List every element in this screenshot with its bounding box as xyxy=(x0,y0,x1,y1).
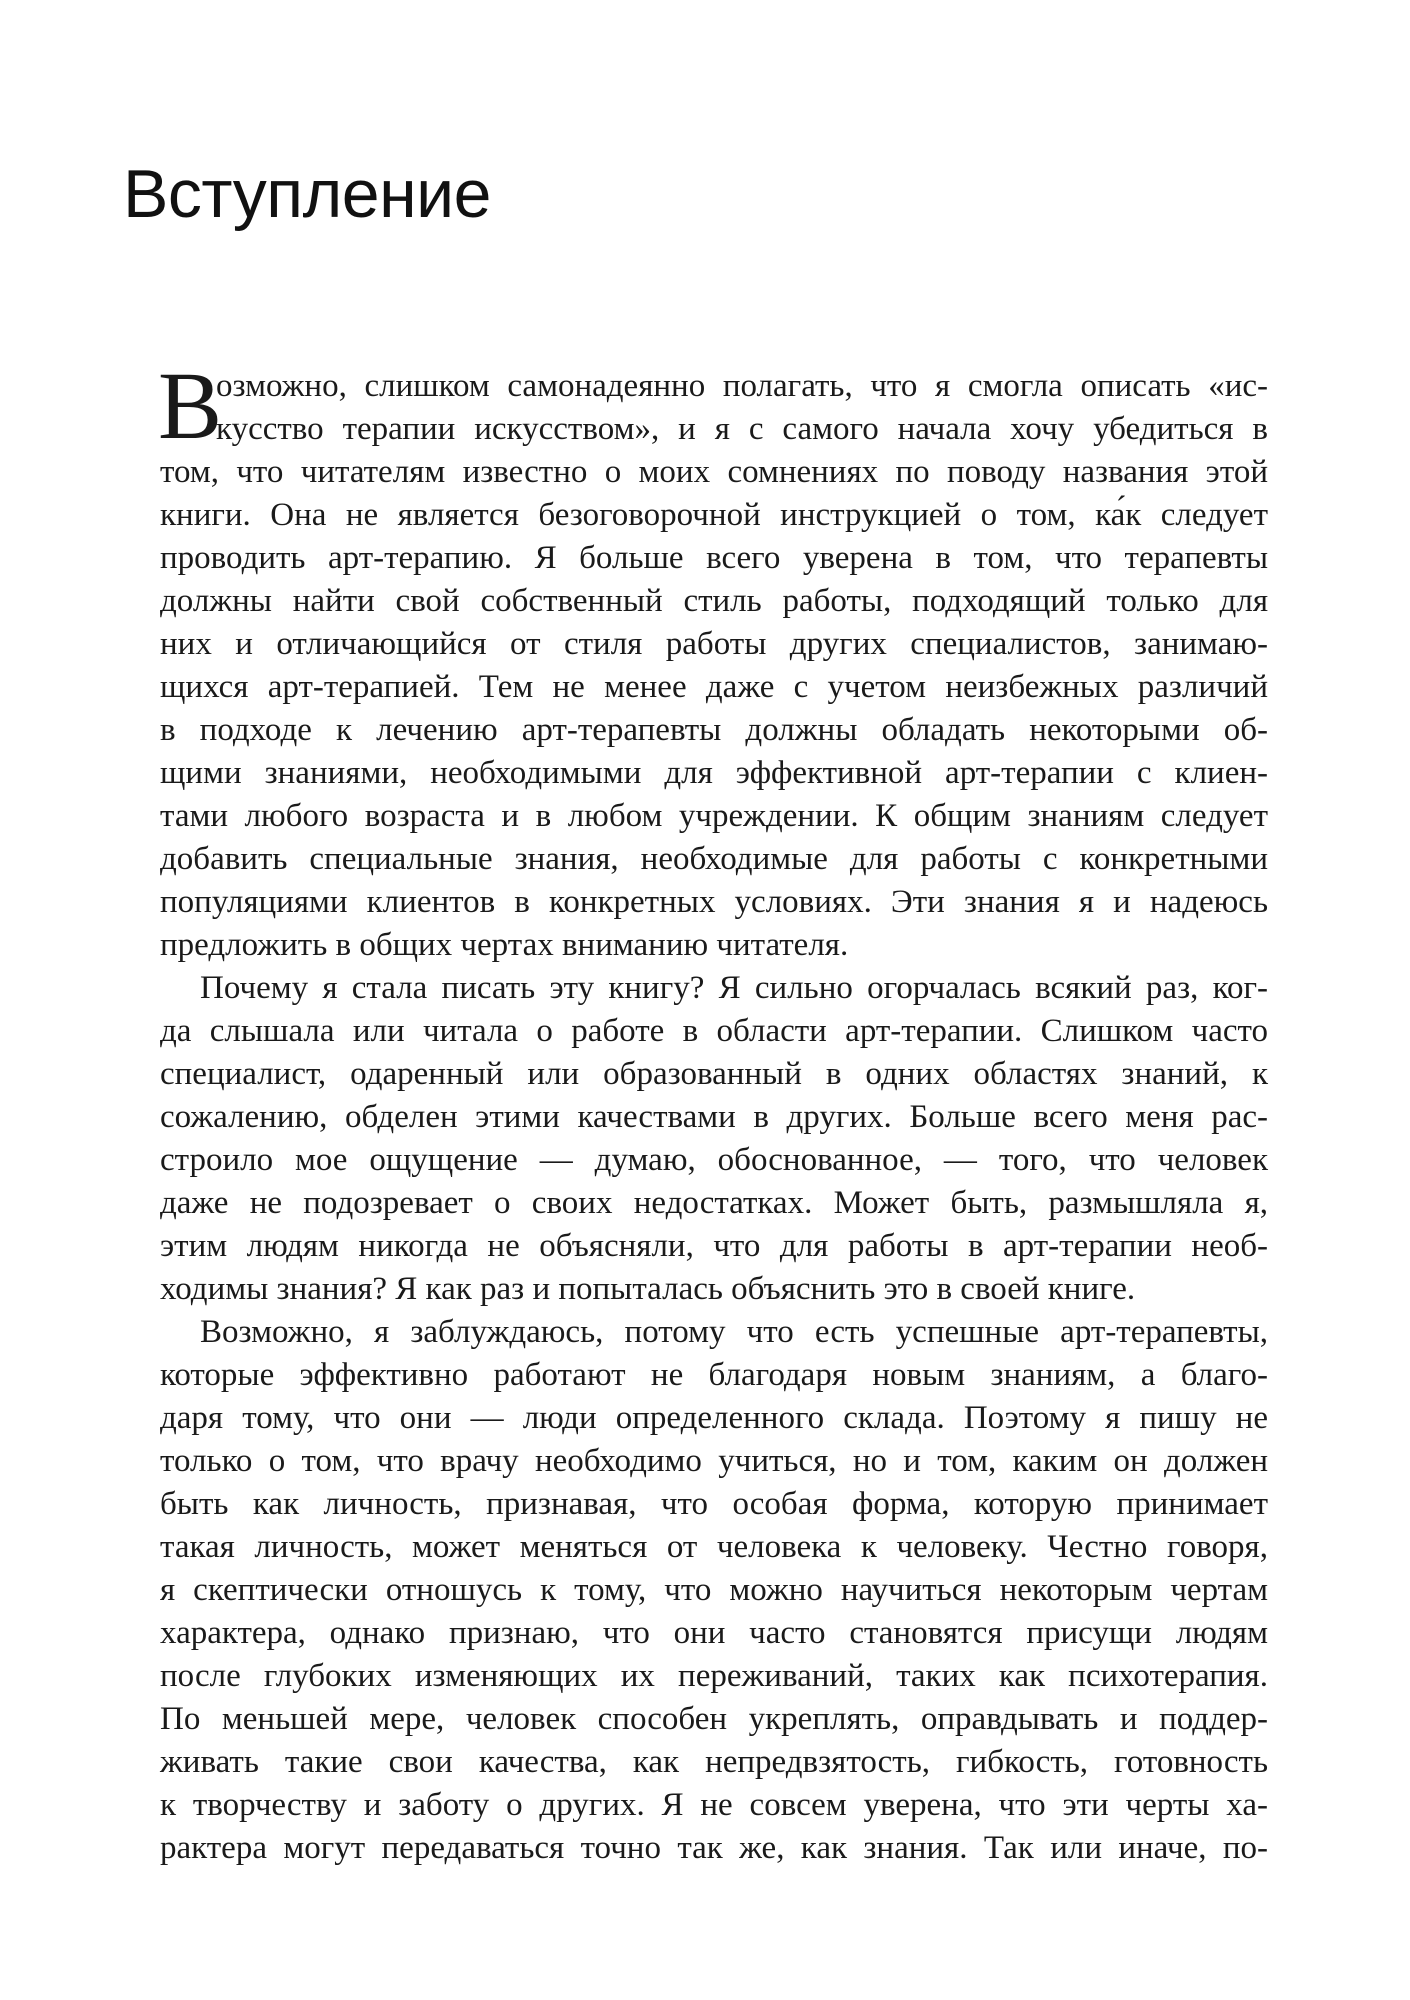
text-line: проводить арт-терапию. Я больше всего уверена в том, что терапевты xyxy=(160,540,1268,576)
text-line: популяциями клиентов в конкретных условиях. Эти знания я и надеюсь xyxy=(160,884,1268,920)
text-line: рактера могут передаваться точно так же, как знания. Так или иначе, по- xyxy=(160,1830,1268,1866)
chapter-body-text xyxy=(158,352,1268,1870)
text-line: По меньшей мере, человек способен укреплять, оправдывать и поддер- xyxy=(160,1701,1268,1737)
text-line: характера, однако признаю, что они часто становятся присущи людям xyxy=(160,1615,1268,1651)
text-line: предложить в общих чертах вниманию читателя. xyxy=(160,927,849,963)
text-line: ходимы знания? Я как раз и попыталась объяснить это в своей книге. xyxy=(160,1271,1136,1307)
text-line: даря тому, что они — люди определенного склада. Поэтому я пишу не xyxy=(160,1400,1268,1436)
text-line: после глубоких изменяющих их переживаний, таких как психотерапия. xyxy=(160,1658,1268,1694)
chapter-title: Вступление xyxy=(123,156,491,232)
text-line: живать такие свои качества, как непредвзятость, гибкость, готовность xyxy=(160,1744,1268,1780)
text-line: да слышала или читала о работе в области арт-терапии. Слишком часто xyxy=(160,1013,1268,1049)
text-line: специалист, одаренный или образованный в одних областях знаний, к xyxy=(160,1056,1268,1092)
text-line: Возможно, я заблуждаюсь, потому что есть успешные арт-терапевты, xyxy=(200,1314,1268,1350)
text-line: такая личность, может меняться от человека к человеку. Честно говоря, xyxy=(160,1529,1268,1565)
text-line: я скептически отношусь к тому, что можно научиться некоторым чертам xyxy=(160,1572,1268,1608)
text-line: том, что читателям известно о моих сомнениях по поводу названия этой xyxy=(160,454,1268,490)
text-line: даже не подозревает о своих недостатках. Может быть, размышляла я, xyxy=(160,1185,1268,1221)
text-line: тами любого возраста и в любом учреждении. К общим знаниям следует xyxy=(160,798,1268,834)
text-line: сожалению, обделен этими качествами в других. Больше всего меня рас- xyxy=(160,1099,1268,1135)
text-line: них и отличающийся от стиля работы других специалистов, занимаю- xyxy=(160,626,1268,662)
text-line: Почему я стала писать эту книгу? Я сильно огорчалась всякий раз, ког- xyxy=(200,970,1268,1006)
text-line: в подходе к лечению арт-терапевты должны обладать некоторыми об- xyxy=(160,712,1268,748)
text-line: добавить специальные знания, необходимые для работы с конкретными xyxy=(160,841,1268,877)
text-line: этим людям никогда не объясняли, что для работы в арт-терапии необ- xyxy=(160,1228,1268,1264)
text-line: В озможно, слишком самонадеянно полагать, что я смогла описать «ис- xyxy=(158,352,1268,459)
text-line: строило мое ощущение — думаю, обоснованное, — того, что человек xyxy=(160,1142,1268,1178)
text-line: щими знаниями, необходимыми для эффективной арт-терапии с клиен- xyxy=(160,755,1268,791)
text-line: должны найти свой собственный стиль работы, подходящий только для xyxy=(160,583,1268,619)
text-line: только о том, что врачу необходимо учиться, но и том, каким он должен xyxy=(160,1443,1268,1479)
text-line: быть как личность, признавая, что особая форма, которую принимает xyxy=(160,1486,1268,1522)
text-line: которые эффективно работают не благодаря новым знаниям, а благо- xyxy=(160,1357,1268,1393)
drop-cap: В xyxy=(158,352,223,459)
text-line: щихся арт-терапией. Тем не менее даже с учетом неизбежных различий xyxy=(160,669,1268,705)
text-line: книги. Она не является безоговорочной инструкцией о том, ка́к следует xyxy=(160,497,1268,533)
text-line: кусство терапии искусством», и я с самого начала хочу убедиться в xyxy=(216,411,1268,447)
text-line: к творчеству и заботу о других. Я не совсем уверена, что эти черты ха- xyxy=(160,1787,1268,1823)
